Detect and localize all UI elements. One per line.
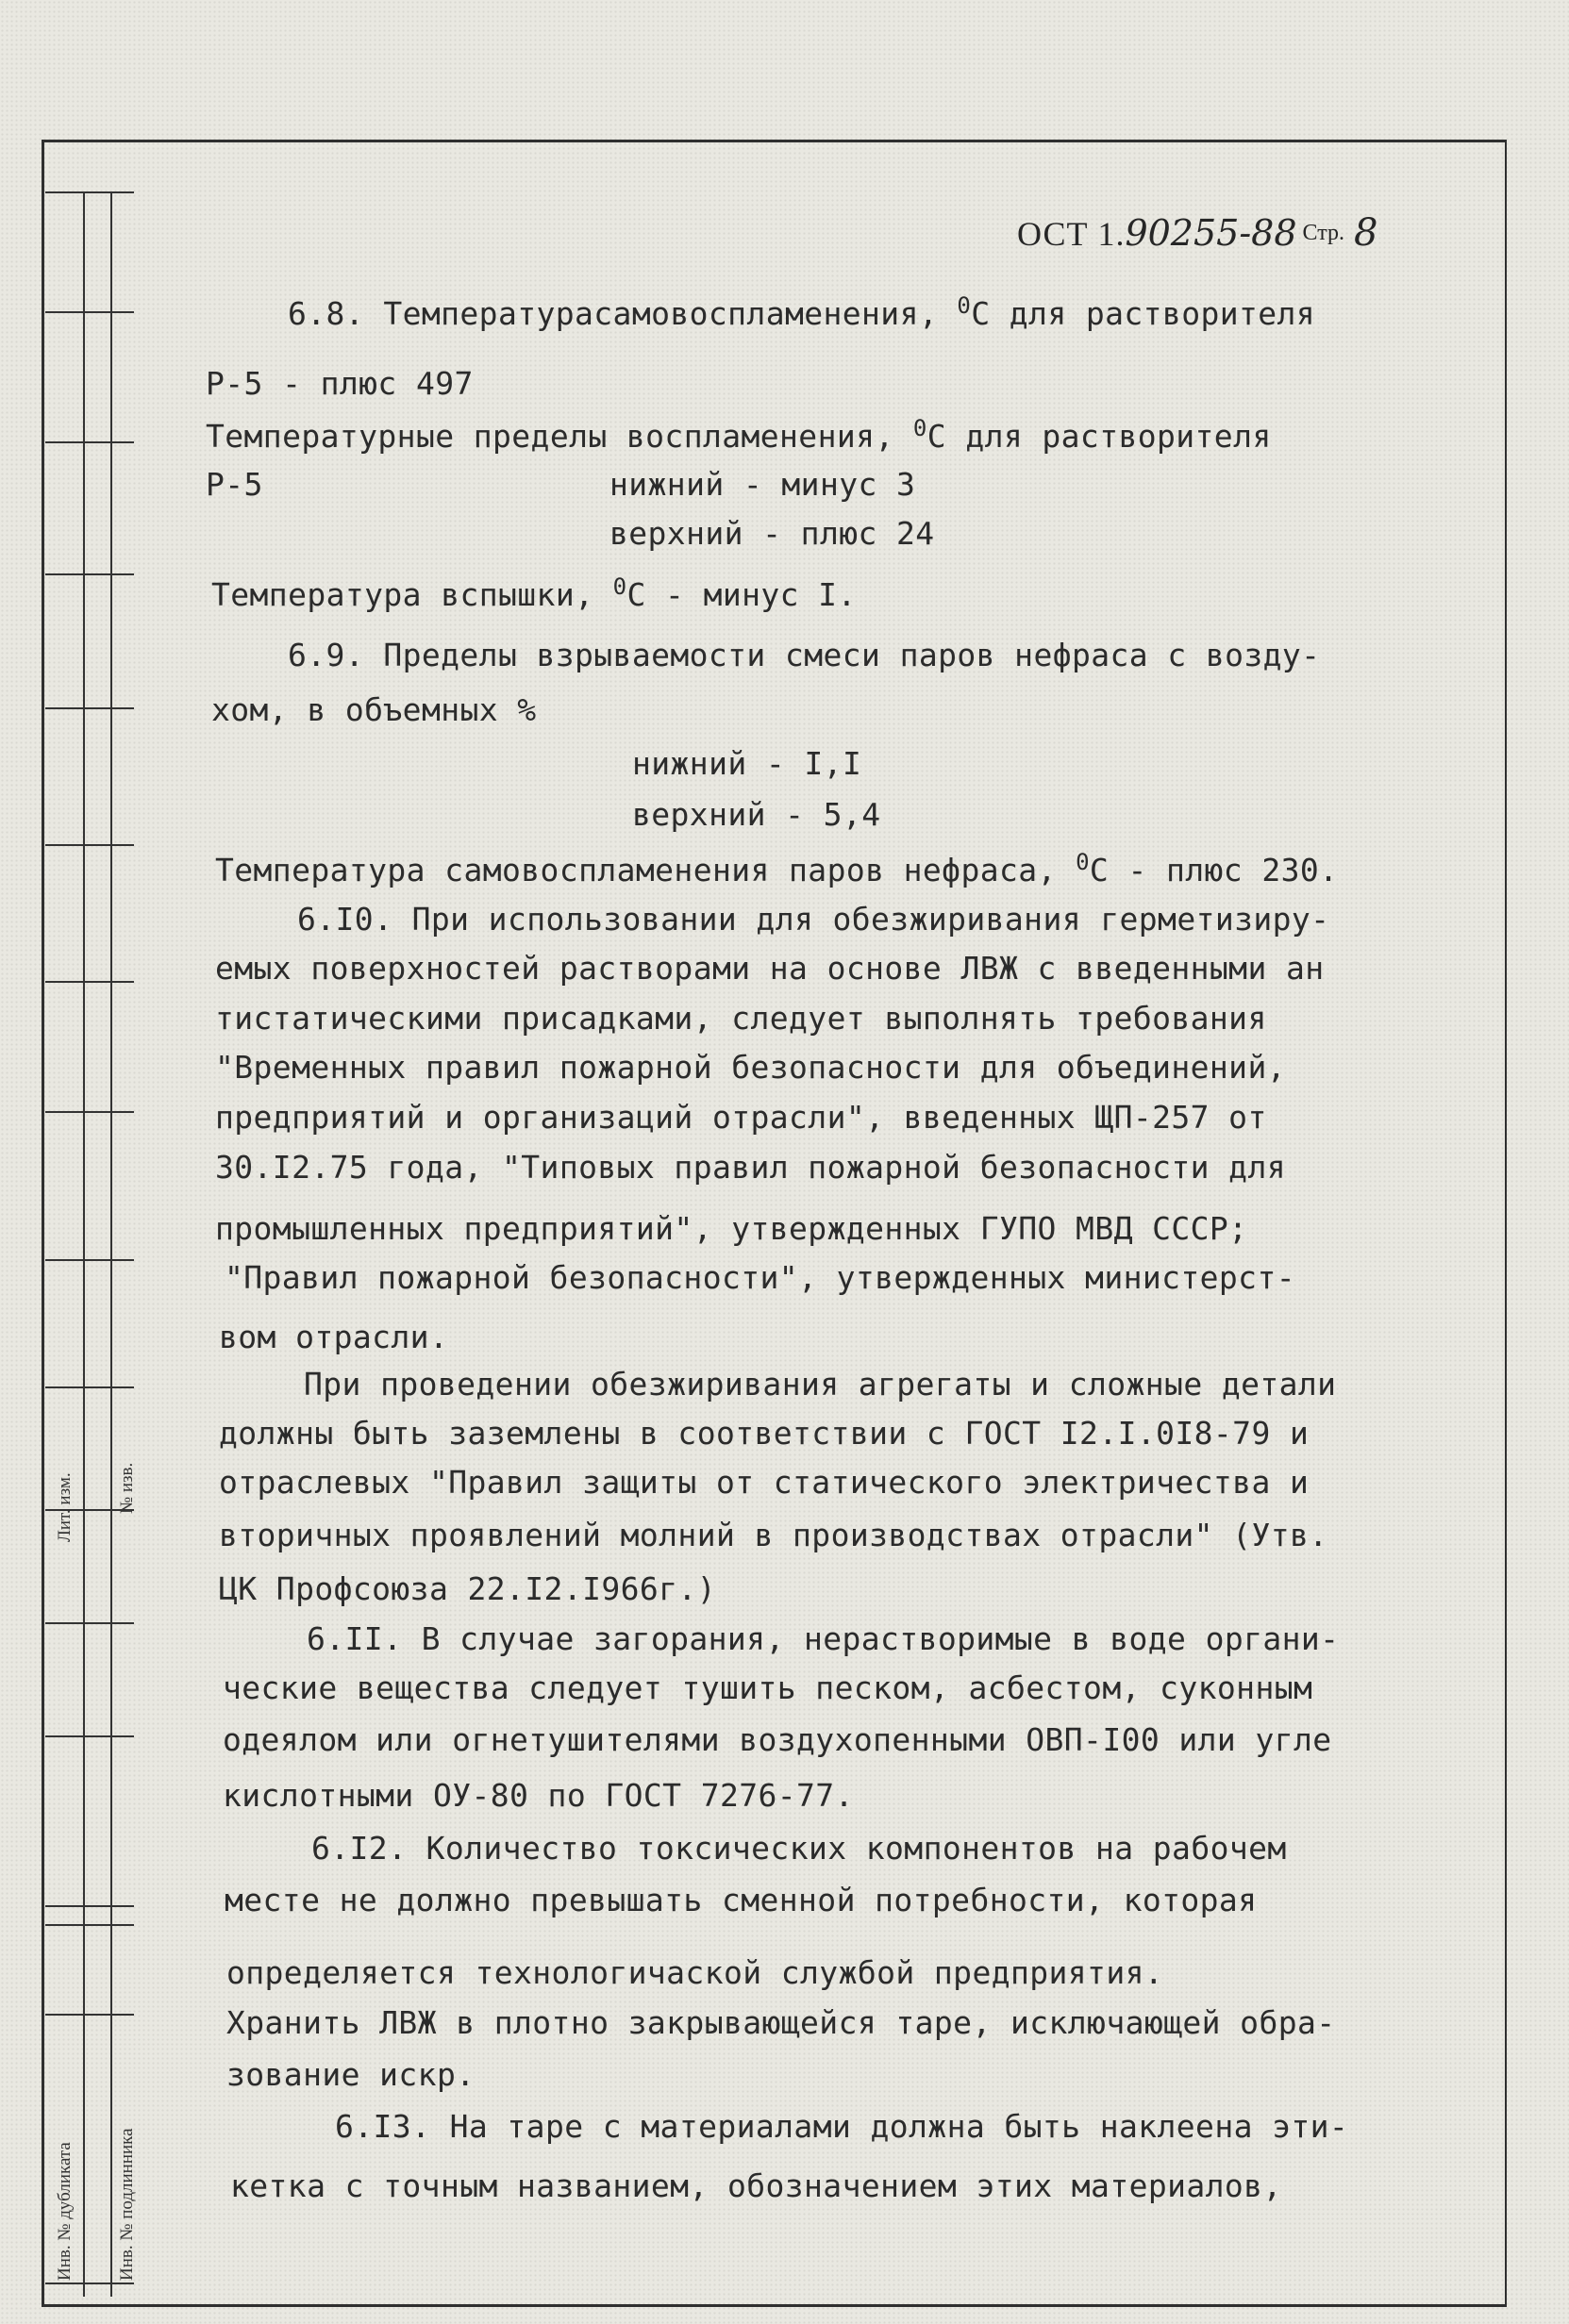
text-line: 6.8. Температурасамовоспламенения, $^0$С для растворителя bbox=[288, 292, 1316, 332]
text-line: верхний - 5,4 bbox=[632, 796, 881, 833]
text-line: 6.I0. При использовании для обезжиривания герметизиру- bbox=[297, 901, 1330, 938]
text-line: Температурные пределы воспламенения, $^0$С для растворителя bbox=[206, 415, 1272, 455]
text-line: 6.II. В случае загорания, нерастворимые в воде органи- bbox=[307, 1620, 1340, 1657]
strip-label-inv-podlinnika: Инв. № подлинника bbox=[117, 2128, 137, 2281]
text-line: тистатическими присадками, следует выполнять требования bbox=[215, 1000, 1267, 1037]
strip-tick bbox=[45, 844, 134, 846]
strip-tick bbox=[45, 191, 134, 193]
strip-tick bbox=[45, 1924, 134, 1926]
text-line: 30.I2.75 года, "Типовых правил пожарной безопасности для bbox=[215, 1149, 1286, 1186]
strip-tick bbox=[45, 981, 134, 983]
text-line: ческие вещества следует тушить песком, асбестом, суконным bbox=[223, 1669, 1313, 1706]
strip-tick bbox=[45, 573, 134, 575]
strip-tick bbox=[45, 1735, 134, 1737]
strip-tick bbox=[45, 1386, 134, 1388]
text-line: Р-5 - плюс 497 bbox=[206, 365, 474, 402]
strip-divider bbox=[110, 191, 112, 2297]
text-line: Температура самовоспламенения паров нефраса, $^0$С - плюс 230. bbox=[215, 849, 1339, 888]
text-line: Р-5 bbox=[206, 466, 263, 503]
strip-tick bbox=[45, 1622, 134, 1624]
strip-tick bbox=[45, 2282, 134, 2284]
text-line: ЦК Профсоюза 22.I2.I966г.) bbox=[219, 1570, 716, 1607]
text-line: кислотными ОУ-80 по ГОСТ 7276-77. bbox=[223, 1777, 854, 1814]
text-line: определяется технологичаской службой предприятия. bbox=[226, 1954, 1164, 1991]
text-line: 6.I3. На таре с материалами должна быть наклеена эти- bbox=[335, 2108, 1349, 2145]
text-line: вом отрасли. bbox=[219, 1319, 449, 1355]
text-line: 6.I2. Количество токсических компонентов на рабочем bbox=[311, 1830, 1287, 1867]
strip-label-inv-dublikata: Инв. № дубликата bbox=[55, 2142, 75, 2281]
text-line: кетка с точным названием, обозначением этих материалов, bbox=[230, 2167, 1282, 2204]
text-line: При проведении обезжиривания агрегаты и сложные детали bbox=[304, 1366, 1337, 1403]
text-line: месте не должно превышать сменной потребности, которая bbox=[225, 1882, 1258, 1918]
text-line: промышленных предприятий", утвержденных ГУПО МВД СССР; bbox=[215, 1210, 1248, 1247]
document-header bbox=[1017, 211, 1377, 255]
text-line: 6.9. Пределы взрываемости смеси паров нефраса с возду- bbox=[288, 637, 1321, 673]
text-line: хом, в объемных % bbox=[211, 691, 537, 728]
page-number: 8 bbox=[1354, 211, 1378, 255]
text-line: предприятий и организаций отрасли", введенных ЩП-257 от bbox=[215, 1099, 1267, 1136]
text-line: должны быть заземлены в соответствии с ГОСТ I2.I.0I8-79 и bbox=[219, 1415, 1310, 1452]
text-line: Температура вспышки, $^0$С - минус I. bbox=[211, 573, 857, 613]
text-line: зование искр. bbox=[226, 2056, 476, 2093]
standard-code: ОСТ 1. bbox=[1017, 215, 1126, 253]
strip-tick bbox=[45, 1259, 134, 1261]
text-line: "Временных правил пожарной безопасности для объединений, bbox=[215, 1049, 1286, 1086]
text-line: "Правил пожарной безопасности", утвержденных министерст- bbox=[225, 1259, 1295, 1296]
strip-tick bbox=[45, 441, 134, 443]
text-line: одеялом или огнетушителями воздухопенными ОВП-I00 или угле bbox=[223, 1721, 1332, 1758]
strip-label-no-izv: № изв. bbox=[117, 1462, 137, 1514]
page-label: Стр. bbox=[1302, 220, 1345, 245]
text-line: Хранить ЛВЖ в плотно закрывающейся таре, исключающей обра- bbox=[226, 2004, 1336, 2041]
strip-tick bbox=[45, 1905, 134, 1907]
strip-label-lit-izm: Лит. изм. bbox=[55, 1472, 75, 1542]
strip-tick bbox=[45, 1111, 134, 1113]
text-line: вторичных проявлений молний в производствах отрасли" (Утв. bbox=[219, 1517, 1328, 1553]
strip-border-left bbox=[83, 191, 85, 2297]
text-line: нижний - I,I bbox=[632, 745, 862, 782]
text-line: отраслевых "Правил защиты от статического электричества и bbox=[219, 1464, 1310, 1501]
handwritten-number: 90255-88 bbox=[1125, 212, 1297, 254]
text-line: верхний - плюс 24 bbox=[609, 515, 935, 552]
strip-tick bbox=[45, 2014, 134, 2016]
text-line: нижний - минус 3 bbox=[609, 466, 916, 503]
strip-tick bbox=[45, 311, 134, 313]
strip-tick bbox=[45, 707, 134, 709]
text-line: емых поверхностей растворами на основе ЛВЖ с введенными ан bbox=[215, 950, 1325, 987]
